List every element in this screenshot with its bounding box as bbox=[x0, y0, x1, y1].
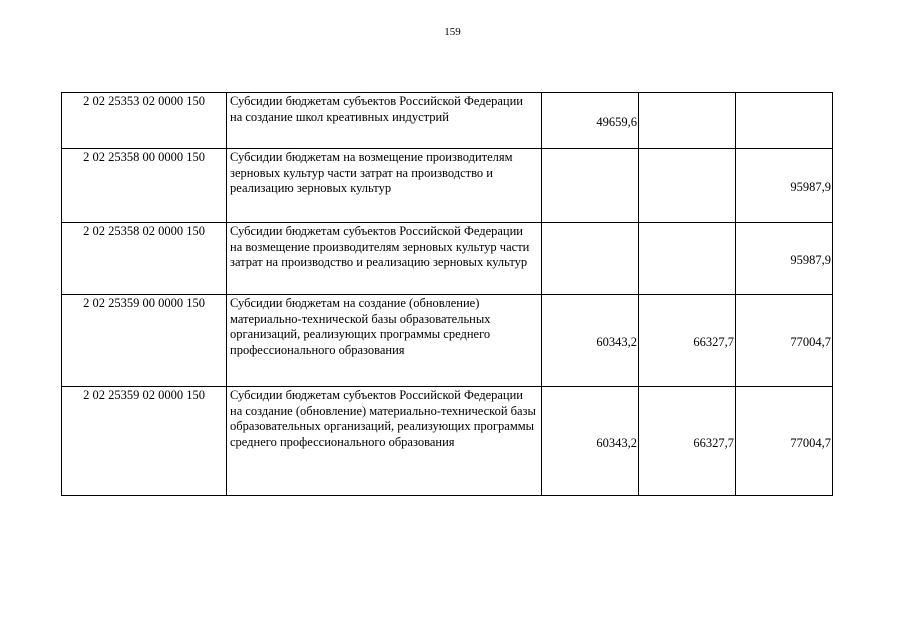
amount-value: 77004,7 bbox=[790, 335, 831, 350]
amount-value: 60343,2 bbox=[596, 335, 637, 350]
revenue-name-cell: Субсидии бюджетам на создание (обновление) материально-технической базы образовательных организаций, реализующих программы среднего профессионального образования bbox=[227, 295, 542, 387]
amount-cell-year-3 bbox=[736, 93, 833, 149]
amount-cell-year-3 bbox=[736, 295, 833, 387]
amount-cell-year-2 bbox=[639, 149, 736, 223]
revenue-name-cell: Субсидии бюджетам на возмещение производителям зерновых культур части затрат на производство и реализацию зерновых культур bbox=[227, 149, 542, 223]
budget-code-cell: 2 02 25353 02 0000 150 bbox=[62, 93, 227, 149]
table-row bbox=[62, 93, 833, 149]
amount-value: 95987,9 bbox=[790, 180, 831, 195]
amount-cell-year-3 bbox=[736, 223, 833, 295]
revenue-name-cell: Субсидии бюджетам субъектов Российской Федерации на возмещение производителям зерновых культур части затрат на производство и реализацию зерновых культур bbox=[227, 223, 542, 295]
amount-cell-year-3 bbox=[736, 387, 833, 496]
table-row bbox=[62, 387, 833, 496]
amount-cell-year-2 bbox=[639, 295, 736, 387]
amount-value: 95987,9 bbox=[790, 253, 831, 268]
table-row bbox=[62, 149, 833, 223]
page-number: 159 bbox=[444, 26, 461, 38]
amount-cell-year-2 bbox=[639, 223, 736, 295]
amount-cell-year-2 bbox=[639, 387, 736, 496]
amount-cell-year-1 bbox=[542, 149, 639, 223]
amount-cell-year-1 bbox=[542, 295, 639, 387]
amount-cell-year-3 bbox=[736, 149, 833, 223]
revenue-name-cell: Субсидии бюджетам субъектов Российской Федерации на создание (обновление) материально-технической базы образовательных организаций, реализующих программы среднего профессионального образования bbox=[227, 387, 542, 496]
table-row bbox=[62, 223, 833, 295]
amount-cell-year-1 bbox=[542, 387, 639, 496]
amount-value: 77004,7 bbox=[790, 435, 831, 450]
amount-value: 60343,2 bbox=[596, 435, 637, 450]
budget-code-cell: 2 02 25359 02 0000 150 bbox=[62, 387, 227, 496]
budget-code-cell: 2 02 25358 00 0000 150 bbox=[62, 149, 227, 223]
revenue-name-cell: Субсидии бюджетам субъектов Российской Федерации на создание школ креативных индустрий bbox=[227, 93, 542, 149]
amount-value: 66327,7 bbox=[693, 435, 734, 450]
amount-value: 49659,6 bbox=[596, 115, 637, 130]
table-row bbox=[62, 295, 833, 387]
amount-cell-year-1 bbox=[542, 93, 639, 149]
budget-revenue-table bbox=[61, 92, 833, 496]
budget-code-cell: 2 02 25359 00 0000 150 bbox=[62, 295, 227, 387]
amount-cell-year-2 bbox=[639, 93, 736, 149]
amount-cell-year-1 bbox=[542, 223, 639, 295]
budget-code-cell: 2 02 25358 02 0000 150 bbox=[62, 223, 227, 295]
amount-value: 66327,7 bbox=[693, 335, 734, 350]
